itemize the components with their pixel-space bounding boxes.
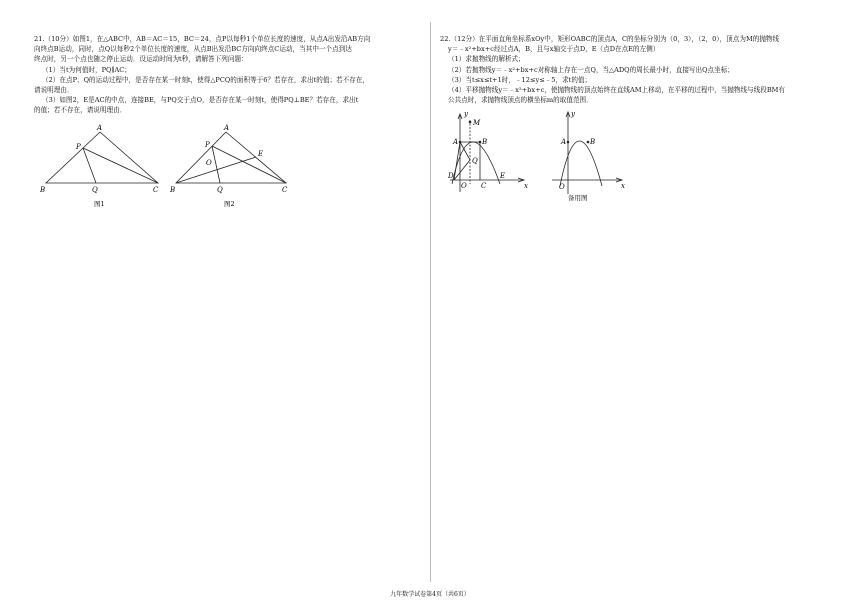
question-21 [34, 34, 419, 116]
fig1-label-a: A [97, 124, 103, 132]
q22-fig2-caption: 备用图 [568, 194, 588, 202]
q22-figure-2 [548, 108, 628, 203]
fig2-label-o: O [206, 159, 212, 167]
fig2-label-q: Q [217, 186, 223, 194]
fig2-label-c: C [282, 186, 288, 194]
q21-line-1: 21.（10分）如图1，在△ABC中，AB＝AC＝15，BC＝24，点P以每秒1个单位长度的速度，从点A出发沿AB方向 [34, 35, 371, 43]
q22-fig2-label-x: x [621, 182, 625, 190]
q21-part-3: （3）如图2，E是AC的中点，连接BE，与PQ交于点O，是否存在某一时刻t，使得PQ⊥BE？若存在，求出t [42, 96, 359, 105]
q22-fig1-label-e: E [500, 172, 506, 180]
q21-line-2: 向终点B运动，同时，点Q以每秒2个单位长度的速度，从点B出发沿BC方向向终点C运动，当其中一个点到达 [34, 45, 352, 54]
q22-fig1-label-m: M [473, 119, 481, 127]
q22-fig1-label-x: x [524, 182, 528, 190]
column-divider [430, 22, 431, 582]
q21-part-2: （2）在点P、Q的运动过程中，是否存在某一时刻t，使得△PCQ的面积等于6？若存在，求出t的值；若不存在， [42, 75, 370, 84]
page-footer: 九年数学试卷第4页（共6页） [390, 591, 470, 598]
q22-part-3: （3）当t≤x≤t+1时，﹣12≤y≤﹣5，求t的值； [448, 75, 592, 84]
fig2-label-p: P [205, 141, 210, 149]
q22-fig2-label-y: y [571, 110, 575, 118]
q22-fig1-label-o: O [461, 182, 467, 190]
q22-fig1-label-y: y [464, 110, 468, 118]
q22-figure-1 [442, 108, 532, 198]
fig1-label-p: P [76, 143, 81, 151]
q22-fig1-label-b: B [482, 138, 488, 146]
q22-fig1-label-q: Q [472, 157, 478, 165]
q22-part-4: （4）平移抛物线y＝﹣x²+bx+c，使抛物线的顶点始终在直线AM上移动，在平移的过程中，当抛物线与线段BM有 [448, 86, 786, 95]
q22-fig2-label-o: O [559, 183, 565, 191]
fig1-label-c: C [153, 186, 159, 194]
question-22 [440, 34, 830, 105]
q21-line-3: 终点时，另一个点也随之停止运动．设运动时间为t秒，请解答下列问题： [34, 55, 248, 64]
fig2-label-a: A [224, 124, 230, 132]
q21-figure-1 [36, 120, 171, 210]
fig2-label-e: E [258, 150, 264, 158]
q21-part-2-cont: 请说明理由． [34, 86, 74, 95]
q21-part-3-cont: 的值；若不存在，请说明理由． [34, 106, 127, 115]
q21-figure-2 [168, 120, 298, 210]
fig1-label-b: B [40, 186, 46, 194]
q21-part-1: （1）当t为何值时，PQ∥AC； [42, 65, 131, 74]
q22-fig1-label-a: A [453, 138, 459, 146]
fig2-label-b: B [170, 186, 176, 194]
q22-part-1: （1）求抛物线的解析式； [448, 55, 525, 64]
q22-line-1: 22.（12分）在平面直角坐标系xOy中，矩形OABC的顶点A，C的坐标分别为（0，3），（2，0），顶点为M的抛物线 [440, 35, 780, 43]
q22-fig2-label-b: B [590, 138, 596, 146]
fig1-label-q: Q [92, 186, 98, 194]
q22-fig2-label-a: A [561, 138, 567, 146]
q22-line-2: y＝﹣x²+bx+c经过点A，B，且与x轴交于点D，E（点D在点E的左侧） [448, 45, 660, 54]
q22-fig1-label-c: C [481, 182, 487, 190]
q22-part-4-cont: 公共点时，求抛物线顶点的横坐标m的取值范围． [448, 96, 593, 105]
fig2-caption: 图2 [224, 200, 235, 208]
fig1-caption: 图1 [94, 200, 105, 208]
q22-fig1-label-d: D [448, 172, 454, 180]
q22-part-2: （2）若抛物线y＝﹣x²+bx+c对称轴上存在一点Q，当△ADQ的周长最小时，直接写出Q点坐标； [448, 65, 734, 74]
